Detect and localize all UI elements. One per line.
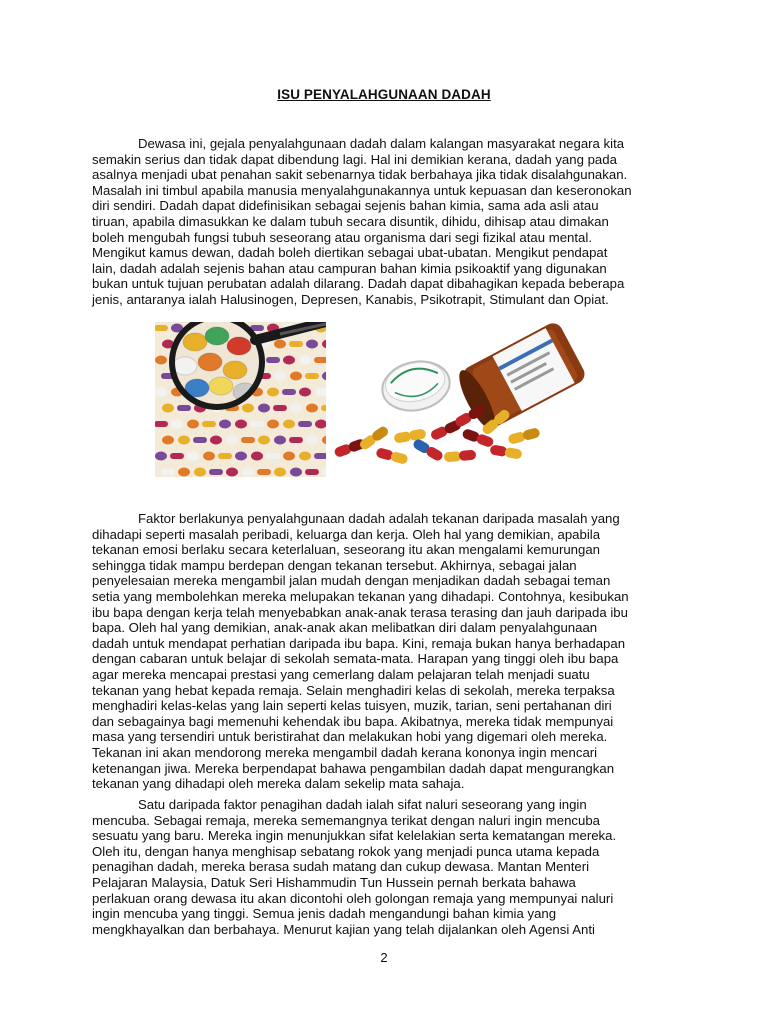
pill-shape	[290, 404, 302, 413]
pill-shape	[202, 421, 216, 427]
pill-shape	[273, 405, 287, 411]
pill-shape	[155, 452, 167, 461]
text-line: Mengikut kamus dewan, dadah boleh diertikan sebagai ubat-ubatan. Mengikut pendapat	[92, 245, 608, 261]
pill-shape	[257, 469, 271, 475]
pill-shape	[242, 404, 254, 413]
text-line: masa yang tersendiri untuk beristirahat dan melakukan hobi yang digemari oleh mereka.	[92, 729, 608, 745]
text-line: dihadapi seperti masalah peribadi, keluarga dan kerja. Oleh hal yang demikian, apabila	[92, 526, 601, 542]
pill-shape	[187, 452, 199, 461]
text-line: menghadiri kelas-kelas yang lain seperti kelas tuisyen, muzik, tarian, seni pertahanan diri	[92, 698, 612, 714]
text-line: boleh mengubah fungsi tubuh seseorang atau organisma dari segi fizikal atau mental.	[92, 229, 592, 245]
pill-shape	[306, 436, 318, 445]
pill-shape	[178, 468, 190, 477]
text-line: tiruan, apabila dimasukkan ke dalam tubuh secara disuntik, dihidu, dihisap atau dimakan	[92, 213, 609, 229]
pill-shape	[267, 388, 279, 397]
pill-shape	[283, 420, 295, 429]
pill-shape	[155, 356, 167, 365]
text-line: Pelajaran Malaysia, Datuk Seri Hishammudin Tun Hussein pernah berkata bahawa	[92, 874, 576, 890]
pill-shape	[171, 420, 183, 429]
pill-shape	[170, 453, 184, 459]
paragraph-2	[92, 511, 680, 792]
pill-shape	[235, 420, 247, 429]
pill-shape	[155, 388, 167, 397]
text-line: mencuba. Sebagai remaja, mereka sememangnya terikat dengan naluri ingin mencuba	[92, 812, 601, 828]
pill-shape	[306, 340, 318, 349]
pill-shape	[258, 436, 270, 445]
magnified-pill	[173, 357, 197, 375]
text-line: tekanan emosi berlaku secara keterlaluan, seseorang itu akan mengalami kemurungan	[92, 542, 601, 558]
pill-shape	[226, 468, 238, 477]
pill-shape	[290, 372, 302, 381]
text-line: agar mereka mencapai prestasi yang cemerlang dalam pelajaran telah menjadi suatu	[92, 666, 590, 682]
pill-shape	[177, 405, 191, 411]
page-number: 2	[380, 950, 388, 965]
pill-shape	[251, 452, 263, 461]
pill-shape	[299, 452, 311, 461]
pill-shape	[299, 388, 311, 397]
text-line: diri sendiri. Dadah dapat didefinisikan sebagai sejenis bahan kimia, sama ada asli atau	[92, 198, 599, 214]
text-line: Dewasa ini, gejala penyalahgunaan dadah dalam kalangan masyarakat negara kita	[138, 136, 625, 151]
pill-shape	[155, 421, 168, 427]
text-line: semakin serius dan tidak dapat dibendung lagi. Hal ini demikian kerana, dadah yang pada	[92, 151, 617, 167]
text-line: tekanan yang dihadapi oleh mereka dalam sekelip mata sahaja.	[92, 776, 465, 792]
text-line: Satu daripada faktor penagihan dadah ialah sifat naluri seseorang yang ingin	[138, 797, 587, 812]
magnified-pill	[198, 353, 222, 371]
document-title: ISU PENYALAHGUNAAN DADAH	[277, 87, 491, 102]
paragraph-3	[92, 797, 680, 937]
spilled-pill-bottle-image	[330, 318, 592, 478]
text-line: lain, dadah adalah sejenis bahan atau campuran bahan kimia psikoaktif yang digunakan	[92, 260, 607, 276]
text-line: bukan untuk tujuan perubatan adalah dilarang. Dadah dapat dibahagikan kepada beberapa	[92, 276, 625, 292]
pill-shape	[161, 469, 175, 475]
pill-shape	[203, 452, 215, 461]
text-line: jenis, antaranya ialah Halusinogen, Depresen, Kanabis, Psikotrapit, Stimulant dan Opiat.	[92, 291, 609, 307]
pill-shape	[305, 469, 319, 475]
pill-shape	[289, 341, 303, 347]
pill-shape	[289, 437, 303, 443]
pill-shape	[242, 468, 254, 477]
text-line: penagihan dadah, mereka berasa sudah matang dan cukup dewasa. Mantan Menteri	[92, 859, 590, 875]
pill-shape	[210, 436, 222, 445]
magnified-pill	[183, 333, 207, 351]
pill-shape	[226, 436, 238, 445]
pills-magnifying-glass-image	[155, 322, 326, 477]
pill-shape	[274, 372, 286, 381]
pill-shape	[162, 404, 174, 413]
pill-shape	[299, 356, 311, 365]
text-line: tekanan yang hebat kepada remaja. Selain menghadiri kelas di sekolah, mereka terpaksa	[92, 682, 615, 698]
pill-shape	[306, 404, 318, 413]
text-line: Faktor berlakunya penyalahgunaan dadah adalah tekanan daripada masalah yang	[138, 511, 620, 526]
text-line: penyelesaian mereka mengambil jalan mudah dengan menjadikan dadah sebagai teman	[92, 573, 611, 589]
pill-shape	[283, 452, 295, 461]
text-line: Masalah ini timbul apabila manusia menyalahgunakannya untuk kepuasan dan keseronokan	[92, 182, 632, 198]
text-line: Oleh itu, dengan hanya menghisap sebatang rokok yang menjadi punca utama kepada	[92, 843, 600, 859]
pill-shape	[305, 373, 319, 379]
pill-shape	[274, 468, 286, 477]
pill-shape	[235, 452, 247, 461]
pill-shape	[283, 356, 295, 365]
pill-shape	[266, 453, 280, 459]
magnified-pill	[209, 377, 233, 395]
text-line: dadah untuk mendapat perhatian daripada ibu bapa. Kini, remaja bukan hanya berhadapan	[92, 635, 626, 651]
pill-shape	[298, 421, 312, 427]
magnified-pill	[223, 361, 247, 379]
pill-shape	[193, 437, 207, 443]
pill-shape	[178, 436, 190, 445]
pill-shape	[290, 468, 302, 477]
text-line: ingin mencuba yang tinggi. Semua jenis dadah mengandungi bahan kimia yang	[92, 906, 557, 922]
pill-shape	[314, 453, 326, 459]
text-line: sehingga tidak mampu berdepan dengan tekanan tersebut. Akhirnya, sebagai jalan	[92, 557, 577, 573]
pill-shape	[241, 437, 255, 443]
pill-shape	[258, 404, 270, 413]
pill-shape	[250, 421, 264, 427]
pill-shape	[267, 420, 279, 429]
pill-shape	[274, 436, 286, 445]
pill-shape	[219, 420, 231, 429]
text-line: perlakuan orang dewasa itu akan dicontohi oleh golongan remaja yang mempunyai naluri	[92, 890, 614, 906]
text-line: bapa. Oleh hal yang demikian, anak-anak akan melibatkan diri dalam penyalahgunaan	[92, 620, 598, 636]
pill-shape	[218, 453, 232, 459]
text-line: ibu bapa dengan kerja telah menyebabkan anak-anak terasa terasing dan jauh daripada ibu	[92, 604, 628, 620]
text-line: asalnya menjadi ubat penahan sakit sebenarnya tidak berbahaya jika tidak disalahgunakan.	[92, 167, 628, 183]
text-line: dengan cabaran untuk belajar di sekolah semata-mata. Harapan yang tinggi oleh ibu bapa	[92, 651, 619, 667]
text-line: mengkhayalkan dan berbahaya. Menurut kajian yang telah dijalankan oleh Agensi Anti	[92, 921, 595, 937]
pill-shape	[162, 436, 174, 445]
pill-shape	[282, 389, 296, 395]
text-line: sesuatu yang baru. Mereka ingin menunjukkan sifat kelelakian serta kematangan mereka.	[92, 828, 617, 844]
paragraph-1	[92, 136, 680, 308]
text-line: dan sebagainya bagi memenuhi kehendak ibu bapa. Akibatnya, mereka tidak mempunyai	[92, 713, 614, 729]
text-line: setia yang membolehkan mereka melupakan tekanan yang dihadapi. Contohnya, kesibukan	[92, 588, 629, 604]
pill-shape	[209, 469, 223, 475]
magnified-pill	[205, 327, 229, 345]
magnified-pill	[227, 337, 251, 355]
pill-shape	[155, 325, 168, 331]
pill-shape	[274, 340, 286, 349]
text-line: Tekanan ini akan mendorong mereka mengambil dadah kerana kononya ingin mencari	[92, 744, 598, 760]
text-line: ketenangan jiwa. Mereka berpendapat bahawa pengambilan dadah dapat mengurangkan	[92, 760, 615, 776]
pill-shape	[314, 357, 326, 363]
pill-shape	[194, 468, 206, 477]
pill-shape	[187, 420, 199, 429]
pill-shape	[266, 357, 280, 363]
